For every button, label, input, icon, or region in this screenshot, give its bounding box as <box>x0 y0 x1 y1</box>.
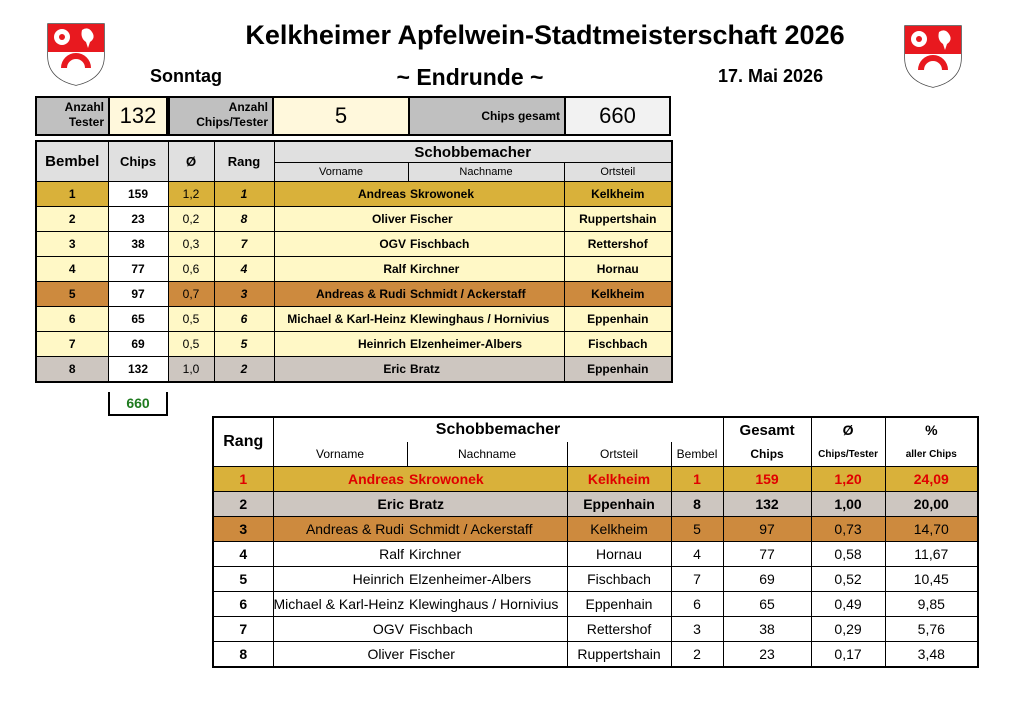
bembel-number: 2 <box>671 642 723 668</box>
col-ortsteil-header: Ortsteil <box>564 163 672 182</box>
col-chips-header: Chips <box>108 141 168 182</box>
chips-average: 0,5 <box>168 307 214 332</box>
district: Fischbach <box>564 332 672 357</box>
district: Hornau <box>564 257 672 282</box>
bembel-number: 8 <box>36 357 108 383</box>
first-name: Heinrich <box>273 567 407 592</box>
rank-value: 7 <box>213 617 273 642</box>
district: Ruppertshain <box>567 642 671 668</box>
r-col-bembel-header: Bembel <box>671 442 723 467</box>
chips-average: 0,17 <box>811 642 885 668</box>
chips-average: 0,7 <box>168 282 214 307</box>
district: Kelkheim <box>567 517 671 542</box>
chips-percent: 9,85 <box>885 592 978 617</box>
chips-count: 77 <box>723 542 811 567</box>
chips-percent: 20,00 <box>885 492 978 517</box>
bembel-number: 3 <box>36 232 108 257</box>
last-name: Kirchner <box>407 542 567 567</box>
first-name: OGV <box>274 232 408 257</box>
district: Eppenhain <box>567 592 671 617</box>
table-row <box>36 332 672 357</box>
rank-value: 8 <box>214 207 274 232</box>
r-col-nachname-header: Nachname <box>407 442 567 467</box>
rank-value: 4 <box>214 257 274 282</box>
chips-average: 1,2 <box>168 182 214 207</box>
chips-count: 159 <box>723 467 811 492</box>
tester-value-box <box>108 96 168 136</box>
tester-value: 132 <box>119 103 157 128</box>
first-name: Michael & Karl-Heinz <box>274 307 408 332</box>
r-col-avg-sub-header: Chips/Tester <box>811 442 885 467</box>
chips-count: 132 <box>723 492 811 517</box>
rank-value: 5 <box>213 567 273 592</box>
r-col-ortsteil-header: Ortsteil <box>567 442 671 467</box>
chips-count: 23 <box>723 642 811 668</box>
r-col-avg-header: Ø <box>811 417 885 442</box>
district: Fischbach <box>567 567 671 592</box>
district: Rettershof <box>564 232 672 257</box>
bembel-number: 2 <box>36 207 108 232</box>
r-col-schobbemacher-header: Schobbemacher <box>273 417 723 442</box>
district: Eppenhain <box>567 492 671 517</box>
kelkheim-crest-icon <box>903 24 963 88</box>
district: Hornau <box>567 542 671 567</box>
chips-average: 0,2 <box>168 207 214 232</box>
tester-label-box <box>35 96 110 136</box>
bembel-number: 6 <box>671 592 723 617</box>
chips-total-label: Chips gesamt <box>481 109 560 123</box>
last-name: Elzenheimer-Albers <box>408 332 564 357</box>
district: Kelkheim <box>564 182 672 207</box>
first-name: Andreas <box>274 182 408 207</box>
chips-count: 97 <box>723 517 811 542</box>
chips-average: 0,6 <box>168 257 214 282</box>
day-label: Sonntag <box>150 66 222 86</box>
last-name: Fischbach <box>407 617 567 642</box>
district: Eppenhain <box>564 357 672 383</box>
rank-value: 6 <box>213 592 273 617</box>
last-name: Bratz <box>407 492 567 517</box>
table-row <box>213 642 978 668</box>
chips-average: 0,52 <box>811 567 885 592</box>
col-schobbemacher-header: Schobbemacher <box>274 141 672 163</box>
chips-count: 38 <box>723 617 811 642</box>
table-row <box>36 257 672 282</box>
chips-count: 65 <box>723 592 811 617</box>
chips-average: 0,73 <box>811 517 885 542</box>
chips-total-value-box <box>564 96 671 136</box>
first-name: Michael & Karl-Heinz <box>273 592 407 617</box>
district: Rettershof <box>567 617 671 642</box>
chips-count: 65 <box>108 307 168 332</box>
last-name: Klewinghaus / Hornivius <box>407 592 567 617</box>
chips-count: 97 <box>108 282 168 307</box>
table-row <box>213 492 978 517</box>
table-row <box>213 617 978 642</box>
first-name: Oliver <box>273 642 407 668</box>
chips-average: 0,3 <box>168 232 214 257</box>
chips-count: 77 <box>108 257 168 282</box>
chips-count: 38 <box>108 232 168 257</box>
chips-average: 0,49 <box>811 592 885 617</box>
chips-percent: 5,76 <box>885 617 978 642</box>
chips-average: 1,00 <box>811 492 885 517</box>
chips-count: 69 <box>723 567 811 592</box>
last-name: Elzenheimer-Albers <box>407 567 567 592</box>
rank-value: 2 <box>214 357 274 383</box>
last-name: Schmidt / Ackerstaff <box>408 282 564 307</box>
col-vorname-header: Vorname <box>274 163 408 182</box>
chips-percent: 11,67 <box>885 542 978 567</box>
col-avg-header: Ø <box>168 141 214 182</box>
table-row <box>36 307 672 332</box>
district: Kelkheim <box>567 467 671 492</box>
table-row <box>213 592 978 617</box>
col-bembel-header: Bembel <box>36 141 108 182</box>
last-name: Klewinghaus / Hornivius <box>408 307 564 332</box>
bembel-number: 5 <box>671 517 723 542</box>
chips-per-label-box <box>168 96 274 136</box>
table-row <box>36 282 672 307</box>
page-title: Kelkheimer Apfelwein-Stadtmeisterschaft 2026 <box>245 20 845 50</box>
last-name: Fischer <box>408 207 564 232</box>
chips-average: 1,20 <box>811 467 885 492</box>
table-row <box>213 542 978 567</box>
col-rang-header: Rang <box>214 141 274 182</box>
last-name: Skrowonek <box>408 182 564 207</box>
bembel-number: 3 <box>671 617 723 642</box>
chips-count: 23 <box>108 207 168 232</box>
district: Kelkheim <box>564 282 672 307</box>
last-name: Fischbach <box>408 232 564 257</box>
first-name: Eric <box>273 492 407 517</box>
rank-value: 4 <box>213 542 273 567</box>
r-col-chips-header: Chips <box>723 442 811 467</box>
round-label: ~ Endrunde ~ <box>396 64 544 90</box>
col-nachname-header: Nachname <box>408 163 564 182</box>
rank-value: 8 <box>213 642 273 668</box>
last-name: Kirchner <box>408 257 564 282</box>
first-name: Oliver <box>274 207 408 232</box>
kelkheim-crest-icon <box>46 22 106 86</box>
rank-value: 1 <box>213 467 273 492</box>
first-name: Andreas & Rudi <box>274 282 408 307</box>
rank-value: 7 <box>214 232 274 257</box>
bembel-number: 4 <box>36 257 108 282</box>
bembel-number: 1 <box>36 182 108 207</box>
first-name: OGV <box>273 617 407 642</box>
last-name: Schmidt / Ackerstaff <box>407 517 567 542</box>
table-row <box>213 467 978 492</box>
last-name: Skrowonek <box>407 467 567 492</box>
table-row <box>36 357 672 383</box>
chips-per-label-line1: Anzahl <box>228 100 268 114</box>
chips-percent: 3,48 <box>885 642 978 668</box>
chips-percent: 10,45 <box>885 567 978 592</box>
chips-total-label-box <box>408 96 566 136</box>
rank-value: 3 <box>214 282 274 307</box>
district: Eppenhain <box>564 307 672 332</box>
last-name: Fischer <box>407 642 567 668</box>
table-row <box>36 182 672 207</box>
chips-average: 0,29 <box>811 617 885 642</box>
first-name: Andreas & Rudi <box>273 517 407 542</box>
ranking-table <box>212 416 979 668</box>
table-row <box>213 517 978 542</box>
chips-count: 69 <box>108 332 168 357</box>
chips-average: 0,5 <box>168 332 214 357</box>
date-label: 17. Mai 2026 <box>718 66 824 86</box>
chips-total-sum: 660 <box>108 392 168 416</box>
district: Ruppertshain <box>564 207 672 232</box>
rank-value: 1 <box>214 182 274 207</box>
first-name: Andreas <box>273 467 407 492</box>
tester-label-line2: Tester <box>68 115 104 129</box>
bembel-number: 6 <box>36 307 108 332</box>
rank-value: 2 <box>213 492 273 517</box>
first-name: Ralf <box>274 257 408 282</box>
chips-total-value: 660 <box>599 103 636 128</box>
last-name: Bratz <box>408 357 564 383</box>
r-col-vorname-header: Vorname <box>273 442 407 467</box>
chips-count: 159 <box>108 182 168 207</box>
bembel-number: 1 <box>671 467 723 492</box>
chips-per-value: 5 <box>334 103 348 128</box>
chips-per-label-line2: Chips/Tester <box>196 115 268 129</box>
rank-value: 3 <box>213 517 273 542</box>
table-row <box>36 232 672 257</box>
r-col-pct-sub-header: aller Chips <box>885 442 978 467</box>
first-name: Ralf <box>273 542 407 567</box>
bembel-number: 4 <box>671 542 723 567</box>
r-col-gesamt-header: Gesamt <box>723 417 811 442</box>
chips-per-value-box <box>272 96 410 136</box>
table-row <box>213 567 978 592</box>
bembel-table <box>35 140 673 383</box>
chips-percent: 24,09 <box>885 467 978 492</box>
chips-average: 0,58 <box>811 542 885 567</box>
rank-value: 5 <box>214 332 274 357</box>
tester-label-line1: Anzahl <box>64 100 104 114</box>
chips-count: 132 <box>108 357 168 383</box>
r-col-rang-header: Rang <box>213 417 273 467</box>
chips-percent: 14,70 <box>885 517 978 542</box>
bembel-number: 7 <box>671 567 723 592</box>
rank-value: 6 <box>214 307 274 332</box>
chips-average: 1,0 <box>168 357 214 383</box>
r-col-pct-header: % <box>885 417 978 442</box>
bembel-number: 5 <box>36 282 108 307</box>
bembel-number: 7 <box>36 332 108 357</box>
bembel-number: 8 <box>671 492 723 517</box>
table-row <box>36 207 672 232</box>
first-name: Heinrich <box>274 332 408 357</box>
first-name: Eric <box>274 357 408 383</box>
